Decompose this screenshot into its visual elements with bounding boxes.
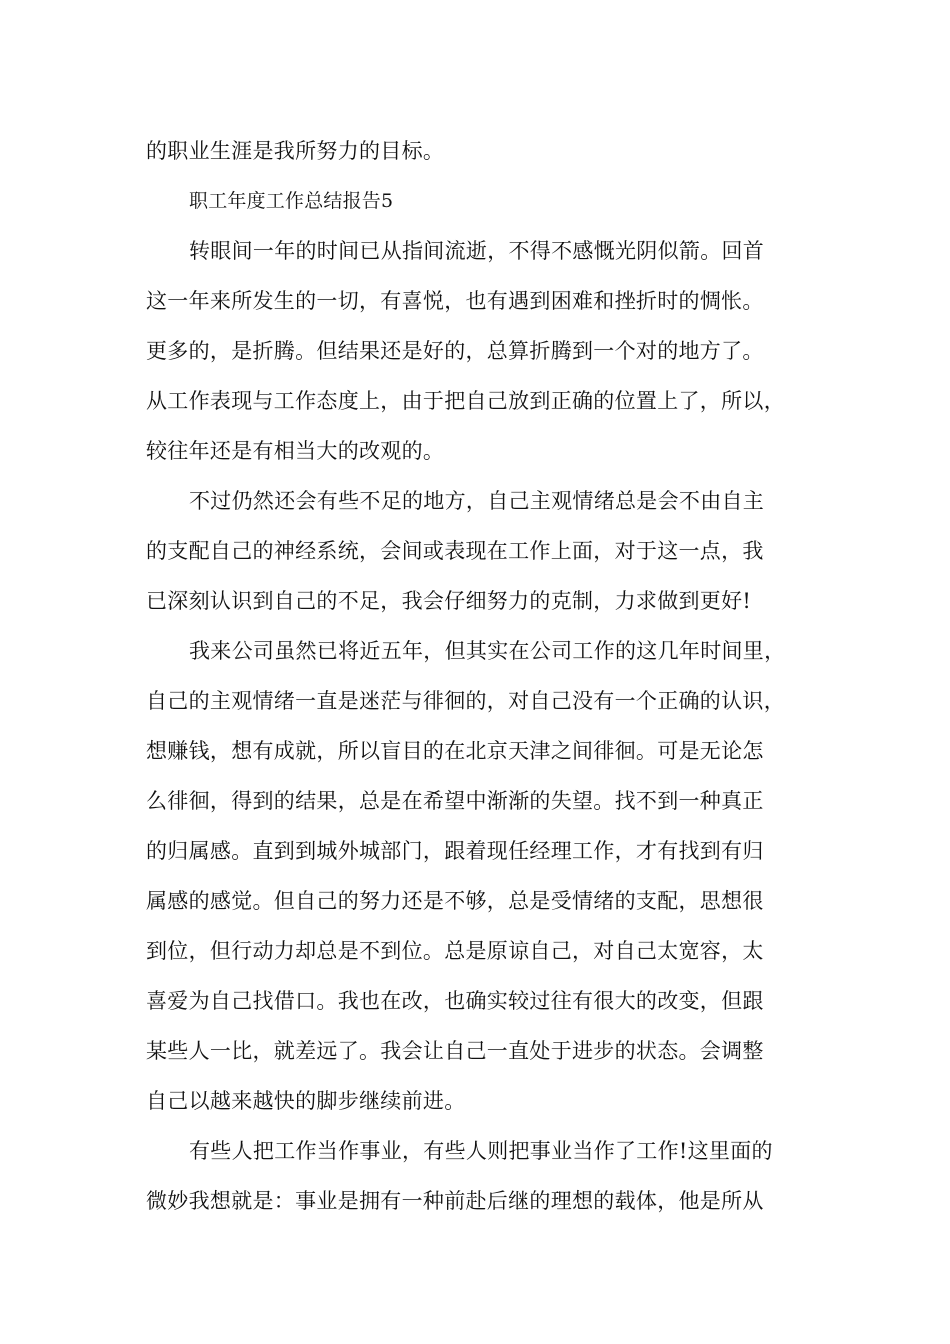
text-line: 喜爱为自己找借口。我也在改，也确实较过往有很大的改变，但跟 [146,989,764,1013]
text-line: 微妙我想就是：事业是拥有一种前赴后继的理想的载体，他是所从 [146,1189,764,1213]
text-line: 从工作表现与工作态度上，由于把自己放到正确的位置上了，所以， [146,389,785,413]
text-line: 转眼间一年的时间已从指间流逝，不得不感慨光阴似箭。回首 [189,239,765,263]
text-line: 到位，但行动力却总是不到位。总是原谅自己，对自己太宽容，太 [146,939,764,963]
text-line: 的归属感。直到到城外城部门，跟着现任经理工作，才有找到有归 [146,839,764,863]
text-line: 自己的主观情绪一直是迷茫与徘徊的，对自己没有一个正确的认识， [146,689,785,713]
text-line: 么徘徊，得到的结果，总是在希望中渐渐的失望。找不到一种真正 [146,789,764,813]
text-line: 有些人把工作当作事业，有些人则把事业当作了工作!这里面的 [189,1139,773,1163]
text-line: 不过仍然还会有些不足的地方，自己主观情绪总是会不由自主 [189,489,765,513]
text-line: 某些人一比，就差远了。我会让自己一直处于进步的状态。会调整 [146,1039,764,1063]
text-line: 已深刻认识到自己的不足，我会仔细努力的克制，力求做到更好! [146,589,752,613]
text-line: 较往年还是有相当大的改观的。 [146,439,445,463]
text-line: 的支配自己的神经系统，会间或表现在工作上面，对于这一点，我 [146,539,764,563]
text-line: 想赚钱，想有成就，所以盲目的在北京天津之间徘徊。可是无论怎 [146,739,764,763]
text-line: 的职业生涯是我所努力的目标。 [146,139,445,163]
text-line: 这一年来所发生的一切，有喜悦，也有遇到困难和挫折时的惆怅。 [146,289,764,313]
text-line: 更多的，是折腾。但结果还是好的，总算折腾到一个对的地方了。 [146,339,764,363]
text-line: 我来公司虽然已将近五年，但其实在公司工作的这几年时间里， [189,639,786,663]
section-heading: 职工年度工作总结报告5 [189,190,394,212]
text-line: 属感的感觉。但自己的努力还是不够，总是受情绪的支配，思想很 [146,889,764,913]
text-line: 自己以越来越快的脚步继续前进。 [146,1089,466,1113]
